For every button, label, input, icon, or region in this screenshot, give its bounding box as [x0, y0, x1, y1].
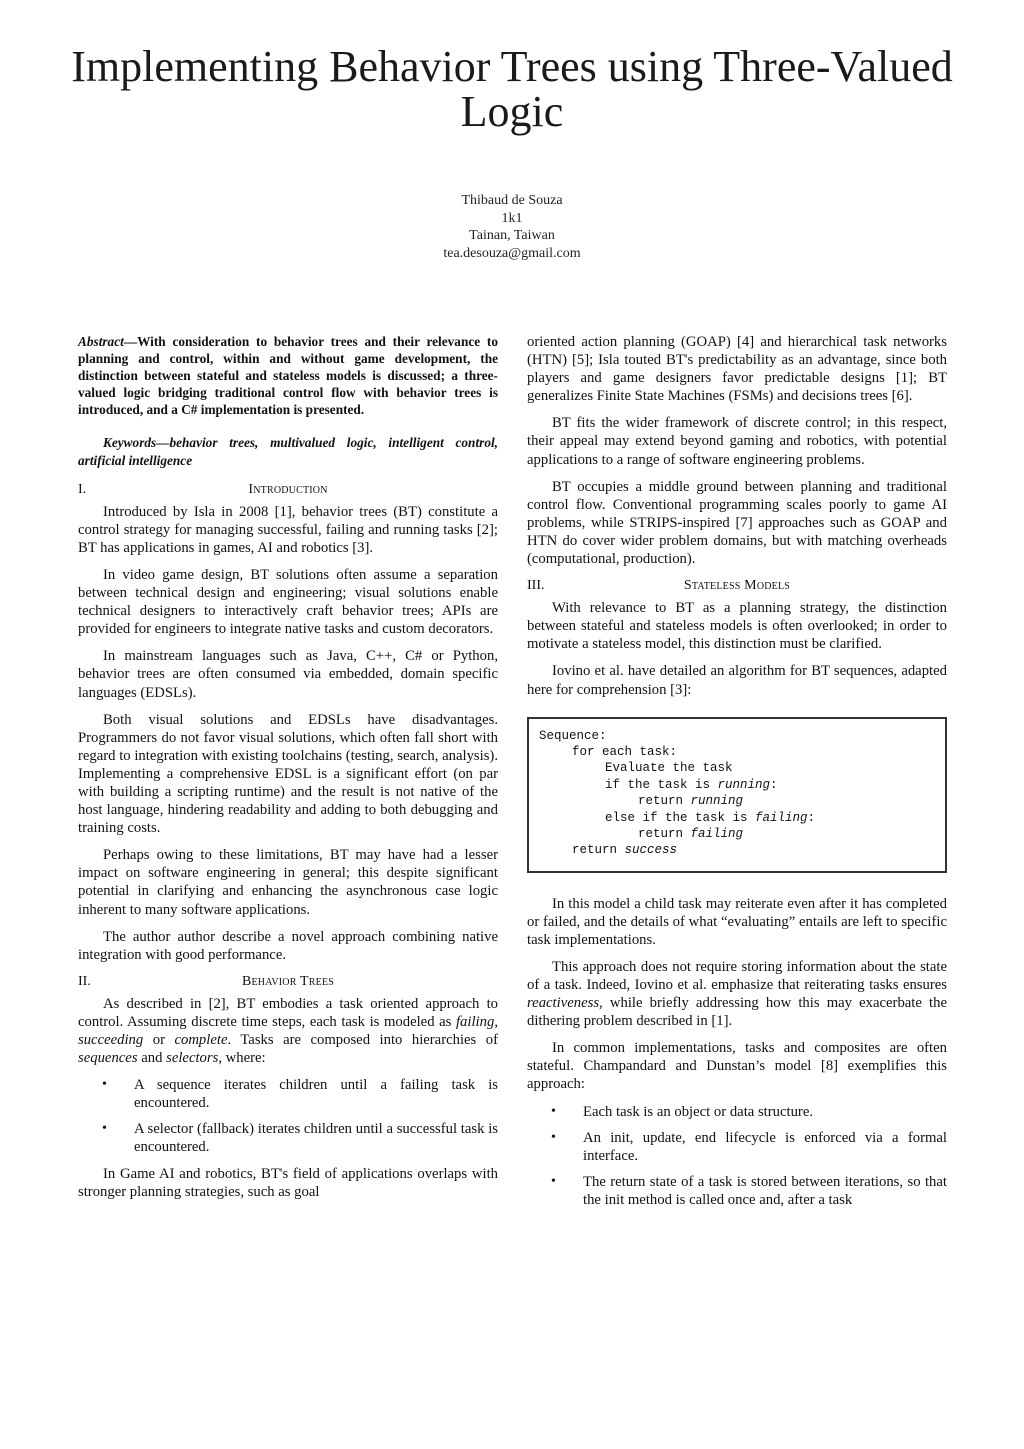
author-email: tea.desouza@gmail.com: [443, 245, 581, 261]
code-text: return: [638, 794, 691, 809]
code-line: [539, 777, 935, 793]
paragraph: BT occupies a middle ground between planning and traditional control flow. Conventional programming scales poorly to game AI problems, while STRIPS-inspired [7] approaches such as GOAP and HTN do cover wider problem domains, but with matching overheads (computational, production).: [527, 478, 947, 568]
paragraph: In common implementations, tasks and composites are often stateful. Champandard and Dunstan’s model [8] exemplifies this approach:: [527, 1040, 947, 1093]
italic-term: failing: [455, 1013, 495, 1030]
paragraph: In video game design, BT solutions often assume a separation between technical design and engineering; visual solutions enable technical designers to interactively craft behavior trees; APIs are provided for engineers to integrate native tasks and custom decorators.: [78, 566, 498, 638]
code-italic: success: [624, 843, 678, 858]
code-text: return: [638, 827, 691, 842]
code-line: Sequence:: [539, 728, 607, 743]
list-item-text: Each task is an object or data structure.: [583, 1103, 814, 1120]
list-item: [527, 1173, 947, 1209]
code-line: for each task:: [572, 745, 678, 759]
paragraph: [78, 995, 498, 1067]
list-item: [78, 1076, 498, 1112]
code-line: Evaluate the task: [605, 761, 733, 776]
code-line: [539, 842, 935, 858]
text-run: or: [143, 1032, 175, 1048]
list-item: [78, 1120, 498, 1156]
code-text: :: [770, 777, 778, 792]
paragraph: Iovino et al. have detailed an algorithm for BT sequences, adapted here for comprehension [3]:: [527, 663, 947, 698]
paragraph: Perhaps owing to these limitations, BT may have had a lesser impact on software engineering in general; this despite significant potential in clarifying and enhancing the asynchronous case logic inherent to many software applications.: [78, 847, 498, 918]
code-text: else if the task is: [605, 810, 756, 825]
code-italic: running: [717, 777, 771, 792]
bullet-icon: •: [551, 1103, 556, 1119]
section-title: Stateless Models: [683, 578, 791, 594]
paragraph: The author author describe a novel approach combining native integration with good performance.: [78, 928, 498, 963]
author-block: [0, 192, 1024, 262]
code-italic: running: [690, 794, 744, 809]
text-run: , while briefly addressing how this may exacerbate the dithering problem described in [1].: [527, 995, 947, 1030]
bullet-list: [527, 1103, 947, 1209]
right-column: [527, 333, 947, 1217]
italic-term: reactiveness: [527, 995, 600, 1012]
paper-title: Implementing Behavior Trees using Three-Valued Logic: [71, 42, 953, 136]
paragraph: In mainstream languages such as Java, C++, C# or Python, behavior trees are often consumed via embedded, domain specific languages (EDSLs).: [78, 648, 498, 701]
text-run: As described in [2], BT embodies a task oriented approach to control. Assuming discrete time steps, each task is modeled as: [78, 995, 498, 1030]
bullet-icon: •: [551, 1129, 556, 1145]
italic-term: complete: [174, 1032, 228, 1048]
list-item: [527, 1129, 947, 1165]
bullet-icon: •: [102, 1121, 107, 1137]
code-italic: failing: [690, 827, 744, 842]
abstract: [78, 333, 498, 418]
list-item: [527, 1103, 947, 1121]
code-text: if the task is: [605, 777, 718, 792]
list-item-text: The return state of a task is stored between iterations, so that the init method is called once and, after a task: [583, 1173, 947, 1208]
paragraph: With relevance to BT as a planning strategy, the distinction between stateful and stateless models is often overlooked; in order to motivate a stateless model, this distinction must be clarified.: [527, 600, 947, 653]
bullet-icon: •: [102, 1077, 107, 1093]
code-line: [539, 810, 935, 826]
bullet-list: [78, 1076, 498, 1156]
section-heading-introduction: I. Introduction: [78, 481, 498, 499]
italic-term: succeeding: [78, 1032, 144, 1048]
code-listing: [527, 717, 947, 873]
paragraph: Both visual solutions and EDSLs have disadvantages. Programmers do not favor visual solutions, which often fall short with regard to integration with existing toolchains (testing, search, analysis). Implementing a comprehensive EDSL is a significant effort (on par with building a scripting runtime) and the result is not native of the host language, hindering readability and adding to both debugging and training costs.: [78, 711, 498, 837]
abstract-text: —With consideration to behavior trees and their relevance to planning and control, within and without game development, the distinction between stateful and stateless models is discussed; a three-valued logic bridging traditional control flow with behavior trees is introduced, and a C# implementation is presented.: [78, 334, 498, 418]
section-heading-stateless-models: III. Stateless Models: [527, 577, 947, 595]
code-line: [539, 826, 935, 842]
paragraph: oriented action planning (GOAP) [4] and hierarchical task networks (HTN) [5]; Isla touted BT's predictability as an advantage, since both players and game designers favor predictable designs [1]; BT generalizes Finite State Machines (FSMs) and decisions trees [6].: [527, 334, 947, 405]
text-run: ,: [494, 1013, 498, 1030]
left-column: [78, 333, 498, 1210]
bullet-icon: •: [551, 1173, 556, 1189]
paragraph: In Game AI and robotics, BT's field of applications overlaps with stronger planning strategies, such as goal: [78, 1165, 498, 1200]
text-run: . Tasks are composed into hierarchies of: [227, 1032, 498, 1048]
author-location: Tainan, Taiwan: [469, 228, 555, 243]
list-item-text: A selector (fallback) iterates children until a successful task is encountered.: [134, 1121, 498, 1156]
code-text: :: [807, 810, 816, 825]
section-title: Behavior Trees: [241, 973, 335, 989]
italic-term: sequences: [78, 1050, 138, 1067]
text-run: This approach does not require storing information about the state of a task. Indeed, Iovino et al. emphasize that reiterating tasks ensures: [527, 958, 947, 993]
paragraph: Introduced by Isla in 2008 [1], behavior trees (BT) constitute a control strategy for managing successful, failing and running tasks [2]; BT has applications in games, AI and robotics [3].: [78, 503, 498, 556]
list-item-text: An init, update, end lifecycle is enforced via a formal interface.: [583, 1129, 947, 1164]
text-run: , where:: [218, 1050, 266, 1067]
author-affiliation: 1k1: [501, 210, 523, 226]
code-line: [539, 793, 935, 809]
author-name: Thibaud de Souza: [461, 193, 563, 208]
paragraph: In this model a child task may reiterate even after it has completed or failed, and the details of what “evaluating” entails are left to specific task implementations.: [527, 895, 947, 948]
keywords: Keywords—behavior trees, multivalued logic, intelligent control, artificial intelligence: [78, 435, 498, 468]
section-heading-behavior-trees: II. Behavior Trees: [78, 973, 498, 991]
paragraph: [527, 958, 947, 1030]
code-italic: failing: [755, 810, 808, 825]
section-title: Introduction: [248, 481, 328, 497]
abstract-lead: Abstract: [78, 334, 124, 349]
text-run: and: [137, 1050, 167, 1067]
italic-term: selectors: [166, 1050, 219, 1067]
code-text: return: [572, 843, 625, 858]
list-item-text: A sequence iterates children until a failing task is encountered.: [134, 1077, 498, 1112]
paragraph: BT fits the wider framework of discrete control; in this respect, their appeal may extend beyond gaming and robotics, with potential applications to a range of software engineering problems.: [527, 415, 947, 468]
